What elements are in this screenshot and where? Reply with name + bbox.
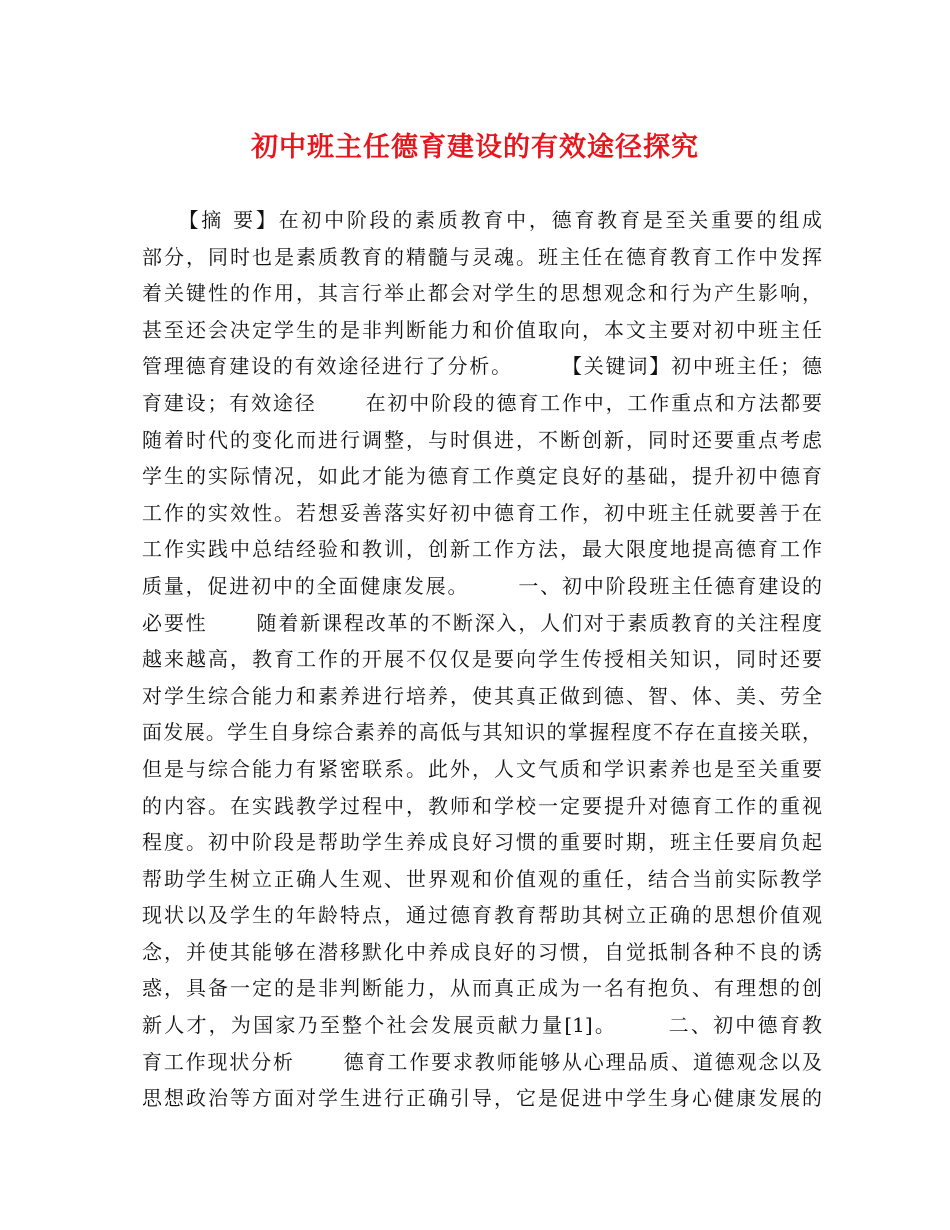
- body-text-line: 的内容。在实践教学过程中，教师和学校一定要提升对德育工作的重视: [142, 793, 822, 818]
- body-text-line: 甚至还会决定学生的是非判断能力和价值取向，本文主要对初中班主任: [142, 317, 822, 342]
- body-text-line: 对学生综合能力和素养进行培养，使其真正做到德、智、体、美、劳全: [142, 683, 822, 708]
- body-text-line: 育工作现状分析 德育工作要求教师能够从心理品质、道德观念以及: [142, 1049, 822, 1074]
- body-text-line: 工作实践中总结经验和教训，创新工作方法，最大限度地提高德育工作: [142, 537, 822, 562]
- body-text-line: 但是与综合能力有紧密联系。此外，人文气质和学识素养也是至关重要: [142, 756, 822, 781]
- body-text-line: 管理德育建设的有效途径进行了分析。 【关键词】初中班主任；德: [142, 354, 822, 379]
- body-text-line: 着关键性的作用，其言行举止都会对学生的思想观念和行为产生影响，: [142, 281, 822, 306]
- body-text-line: 越来越高，教育工作的开展不仅仅是要向学生传授相关知识，同时还要: [142, 647, 822, 672]
- body-text-line: 必要性 随着新课程改革的不断深入，人们对于素质教育的关注程度: [142, 610, 822, 635]
- body-text-line: 学生的实际情况，如此才能为德育工作奠定良好的基础，提升初中德育: [142, 464, 822, 489]
- body-text-line: 现状以及学生的年龄特点，通过德育教育帮助其树立正确的思想价值观: [142, 903, 822, 928]
- document-title: 初中班主任德育建设的有效途径探究: [251, 132, 699, 163]
- body-text-line: 新人才，为国家乃至整个社会发展贡献力量[1]。 二、初中德育教: [142, 1013, 822, 1038]
- body-text-line: 部分，同时也是素质教育的精髓与灵魂。班主任在德育教育工作中发挥: [142, 244, 822, 269]
- body-text-line: 工作的实效性。若想妥善落实好初中德育工作，初中班主任就要善于在: [142, 500, 822, 525]
- body-text-line: 思想政治等方面对学生进行正确引导，它是促进中学生身心健康发展的: [142, 1086, 822, 1111]
- body-text-line: 随着时代的变化而进行调整，与时俱进，不断创新，同时还要重点考虑: [142, 427, 822, 452]
- body-text-line: 质量，促进初中的全面健康发展。 一、初中阶段班主任德育建设的: [142, 573, 822, 598]
- document-body: [142, 202, 822, 1117]
- body-text-line: 【摘 要】在初中阶段的素质教育中，德育教育是至关重要的组成: [142, 208, 822, 232]
- body-text-line: 念，并使其能够在潜移默化中养成良好的习惯，自觉抵制各种不良的诱: [142, 939, 822, 964]
- body-text-line: 帮助学生树立正确人生观、世界观和价值观的重任，结合当前实际教学: [142, 866, 822, 891]
- body-text-line: 惑，具备一定的是非判断能力，从而真正成为一名有抱负、有理想的创: [142, 976, 822, 1001]
- body-text-line: 育建设；有效途径 在初中阶段的德育工作中，工作重点和方法都要: [142, 390, 822, 415]
- body-text-line: 程度。初中阶段是帮助学生养成良好习惯的重要时期，班主任要肩负起: [142, 830, 822, 855]
- body-text-line: 面发展。学生自身综合素养的高低与其知识的掌握程度不存在直接关联，: [142, 720, 822, 745]
